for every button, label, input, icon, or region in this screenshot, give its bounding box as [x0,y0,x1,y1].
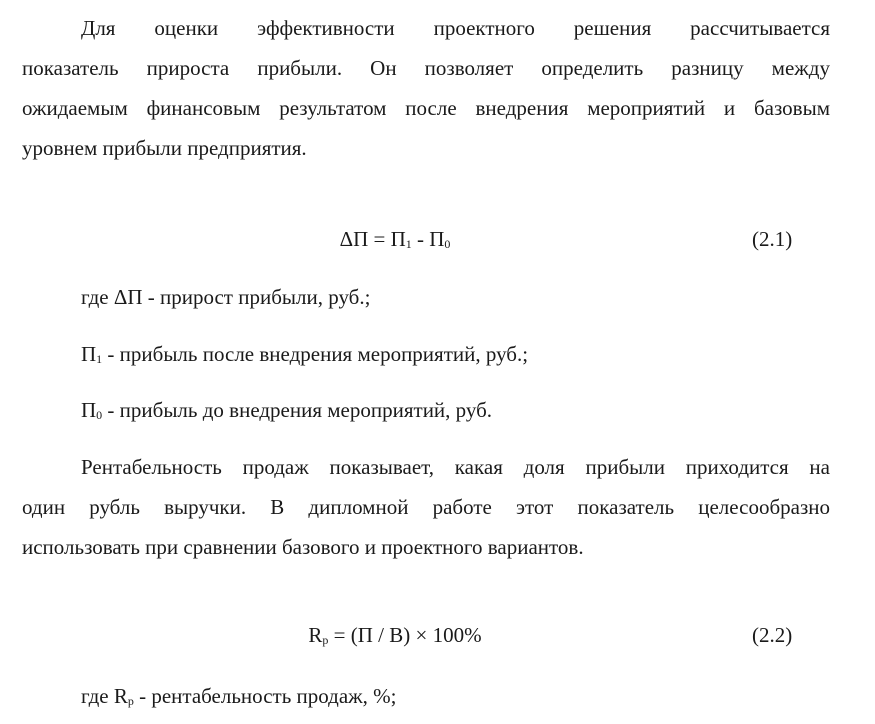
definition-text: - прибыль до внедрения мероприятий, руб. [102,398,493,422]
formula-lhs: ΔП = П [339,227,406,251]
paragraph-line: уровнем прибыли предприятия. [22,136,307,160]
definition-subscript: 0 [96,408,103,422]
paragraph-sales-profitability [22,447,830,567]
definition-subscript: 1 [96,352,103,366]
paragraph-profit-growth [22,8,830,168]
formula-number: (2.1) [752,227,793,251]
formula-subscript: 0 [444,237,451,251]
definition-rp [81,676,397,716]
formula-number: (2.2) [752,623,793,647]
formula-2-2 [0,615,875,655]
paragraph-line: Рентабельность продаж показывает, какая доля прибыли приходится на [81,455,830,479]
definition-prefix: где R [81,684,128,708]
definition-delta-p: где ΔП - прирост прибыли, руб.; [81,285,371,309]
formula-expression [0,615,793,660]
formula-mid: - П [411,227,445,251]
formula-2-1 [0,219,875,259]
formula-rest: = (П / В) × 100% [328,623,482,647]
formula-subscript: р [322,633,329,647]
definition-text: - прибыль после внедрения мероприятий, руб.; [102,342,529,366]
paragraph-line: один рубль выручки. В дипломной работе этот показатель целесообразно [22,495,830,519]
formula-subscript: 1 [405,237,412,251]
paragraph-line: Для оценки эффективности проектного решения рассчитывается [81,16,830,40]
definition-text: - рентабельность продаж, %; [133,684,397,708]
definition-p0 [81,390,492,430]
definition-symbol: П [81,398,97,422]
paragraph-line: использовать при сравнении базового и проектного вариантов. [22,535,584,559]
formula-expression [0,219,793,264]
paragraph-line: показатель прироста прибыли. Он позволяет определить разницу между [22,56,830,80]
definition-subscript: р [127,694,134,708]
formula-symbol-r: R [308,623,323,647]
definition-symbol: П [81,342,97,366]
paragraph-line: ожидаемым финансовым результатом после внедрения мероприятий и базовым [22,96,830,120]
definition-p1 [81,334,528,374]
